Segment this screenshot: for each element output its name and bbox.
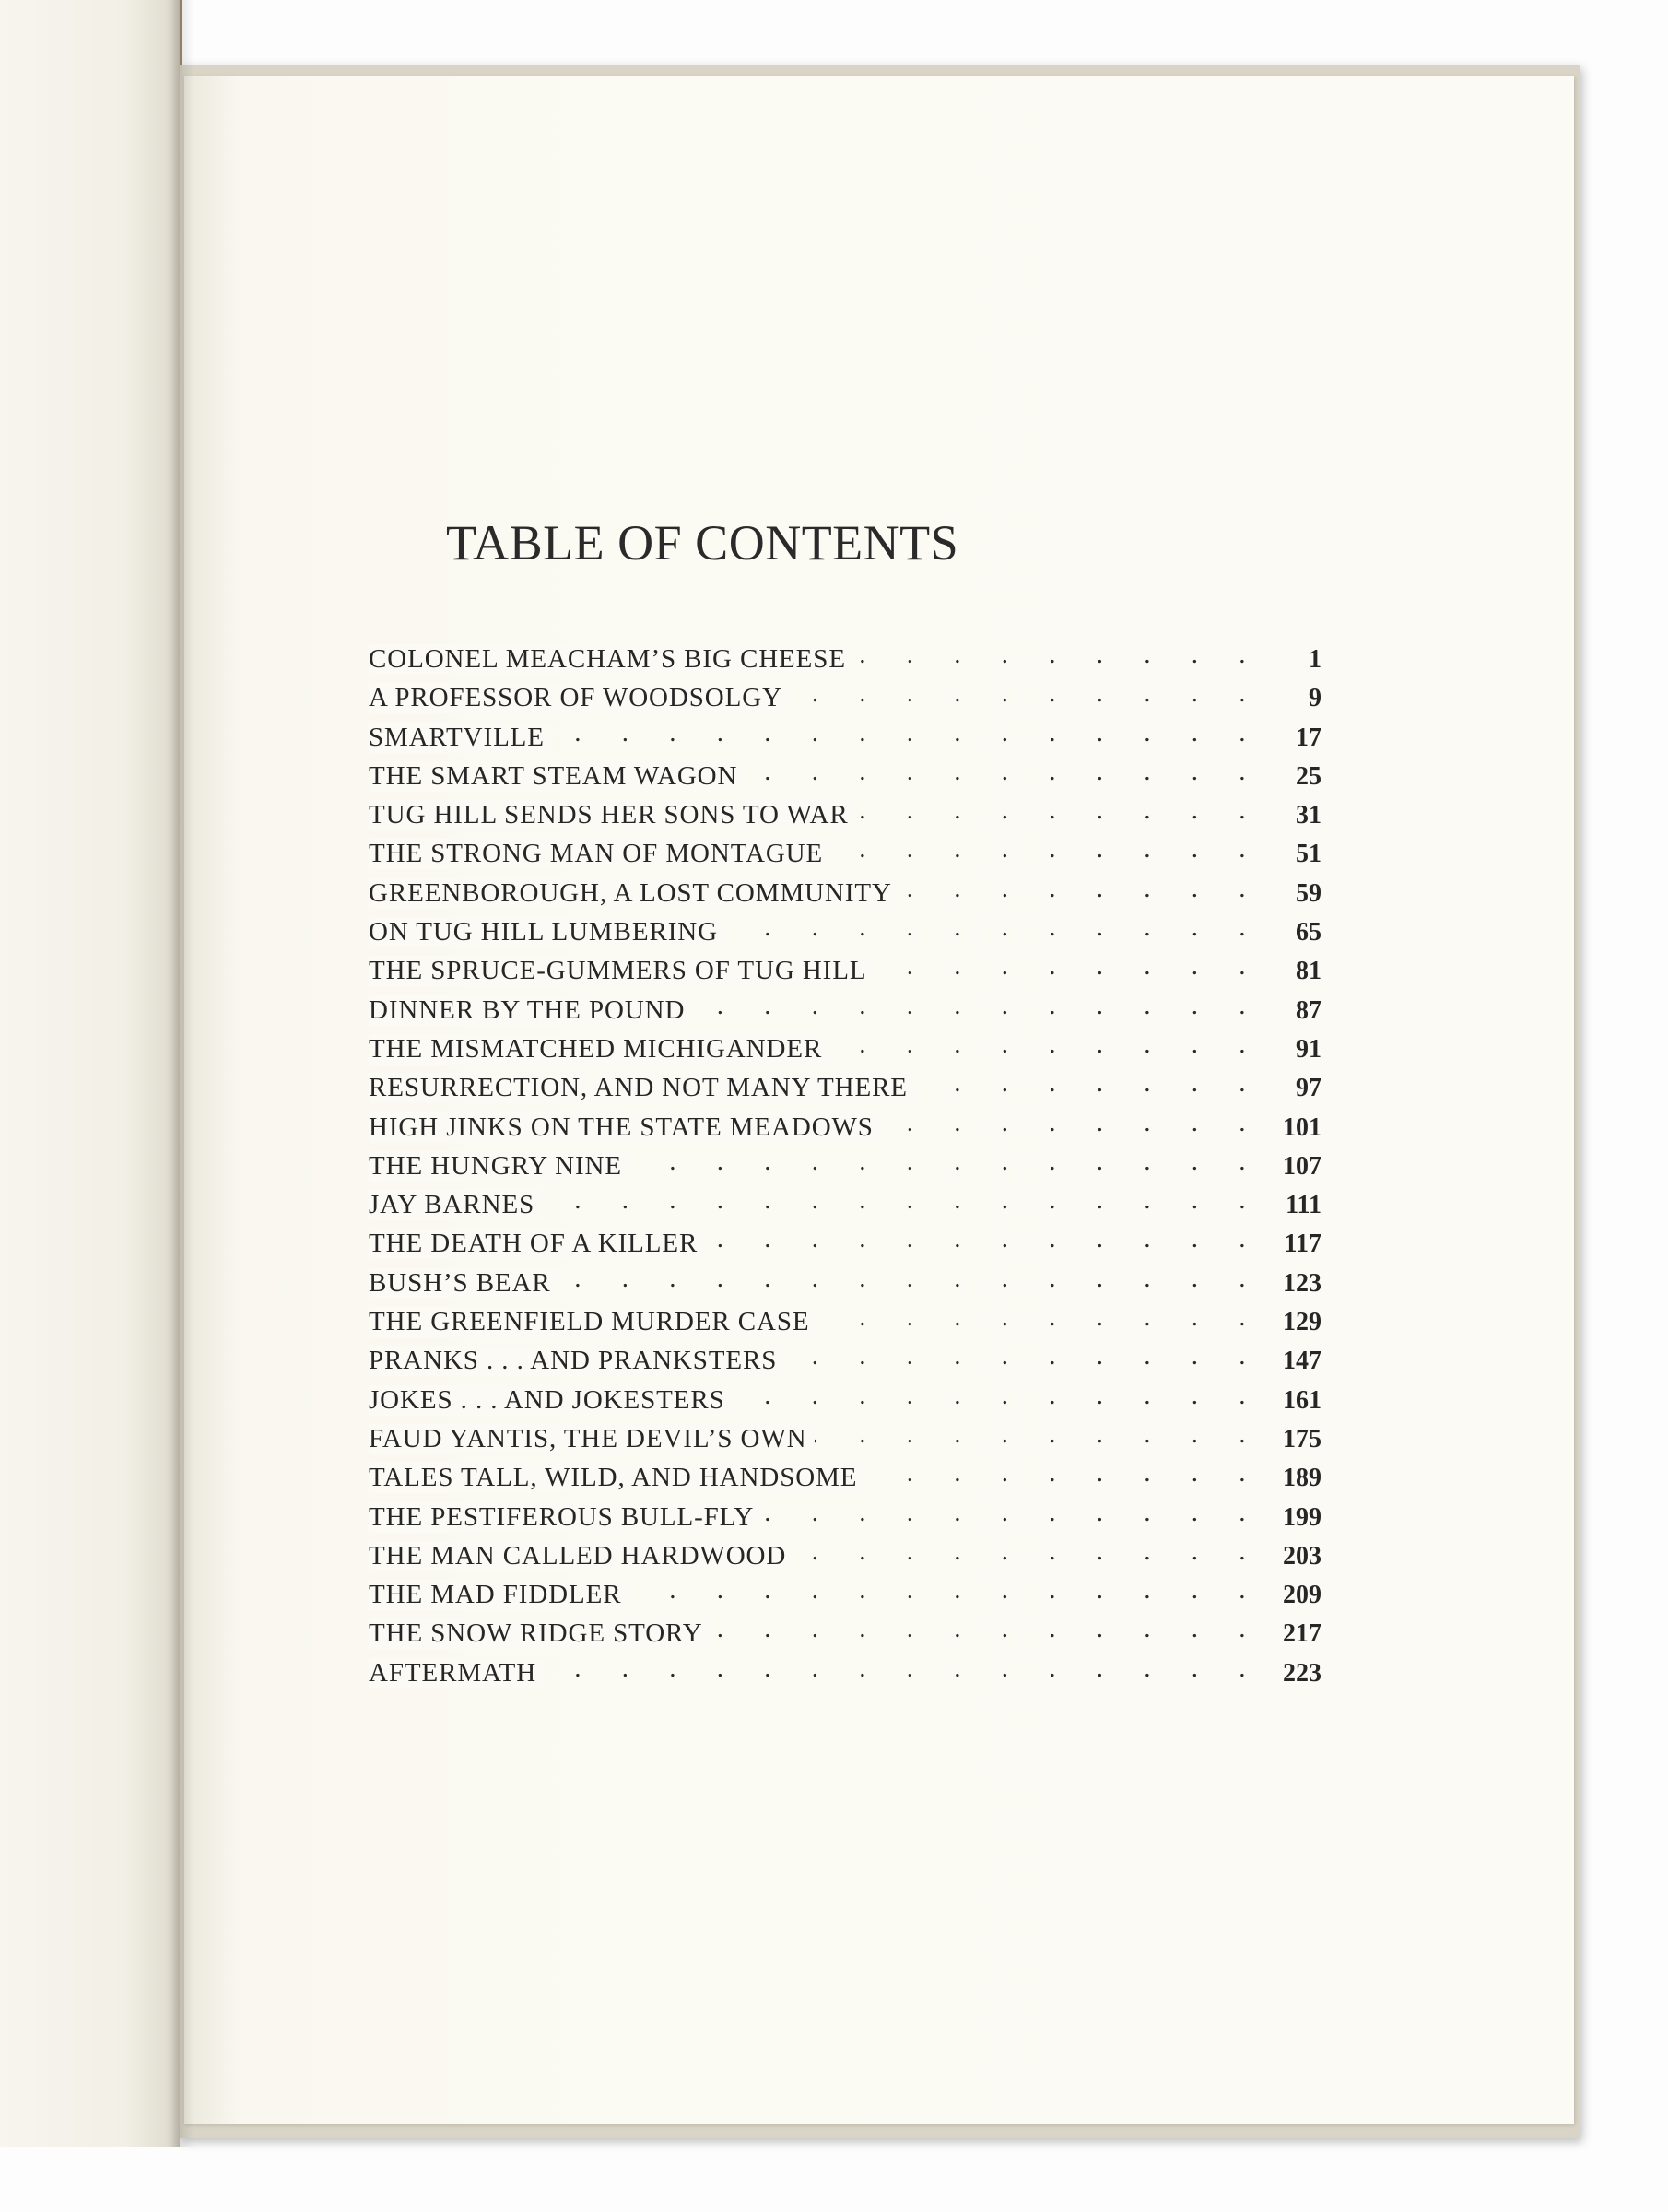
toc-entry-page-number: 223 xyxy=(1263,1659,1321,1688)
toc-entry-title: DINNER BY THE POUND xyxy=(369,995,692,1026)
toc-row xyxy=(369,757,1321,795)
toc-entry-page-number: 9 xyxy=(1263,684,1321,713)
toc-entry-title: FAUD YANTIS, THE DEVIL’S OWN xyxy=(369,1424,815,1454)
dot-leader xyxy=(817,1302,1263,1330)
toc-entry-title: HIGH JINKS ON THE STATE MEADOWS xyxy=(369,1112,881,1143)
toc-row xyxy=(369,1381,1321,1419)
toc-entry-page-number: 17 xyxy=(1263,724,1321,753)
toc-row xyxy=(369,1536,1321,1575)
toc-row xyxy=(369,1575,1321,1614)
dot-leader xyxy=(790,678,1263,706)
toc-entry-page-number: 59 xyxy=(1263,879,1321,909)
toc-entry-page-number: 1 xyxy=(1263,645,1321,675)
toc-row xyxy=(369,1341,1321,1380)
page-gutter xyxy=(166,0,194,2147)
toc-entry-page-number: 81 xyxy=(1263,957,1321,986)
toc-row xyxy=(369,912,1321,951)
toc-entry-page-number: 147 xyxy=(1263,1347,1321,1376)
toc-entry-page-number: 97 xyxy=(1263,1074,1321,1103)
toc-entry-title: THE SMART STEAM WAGON xyxy=(369,761,745,792)
toc-entry-page-number: 161 xyxy=(1263,1386,1321,1416)
toc-row xyxy=(369,951,1321,990)
toc-row xyxy=(369,1185,1321,1224)
left-page xyxy=(0,0,180,2147)
toc-entry-title: TUG HILL SENDS HER SONS TO WAR xyxy=(369,800,856,830)
dot-leader xyxy=(542,1185,1263,1213)
toc-entry-page-number: 101 xyxy=(1263,1113,1321,1143)
dot-leader xyxy=(881,1108,1263,1135)
toc-row xyxy=(369,1030,1321,1068)
toc-entry-page-number: 87 xyxy=(1263,996,1321,1026)
toc-entry-page-number: 217 xyxy=(1263,1619,1321,1649)
toc-entry-title: THE DEATH OF A KILLER xyxy=(369,1229,705,1259)
dot-leader xyxy=(761,1498,1263,1525)
toc-entry-page-number: 209 xyxy=(1263,1581,1321,1610)
toc-row xyxy=(369,795,1321,834)
toc-row xyxy=(369,1653,1321,1692)
toc-entry-title: THE STRONG MAN OF MONTAGUE xyxy=(369,839,830,869)
toc-entry-title: THE MISMATCHED MICHIGANDER xyxy=(369,1034,829,1065)
toc-entry-page-number: 199 xyxy=(1263,1503,1321,1533)
toc-entry-title: THE PESTIFEROUS BULL-FLY xyxy=(369,1502,761,1533)
dot-leader xyxy=(874,951,1263,979)
toc-entry-title: GREENBOROUGH, A LOST COMMUNITY xyxy=(369,878,899,909)
toc-row xyxy=(369,834,1321,873)
toc-title: TABLE OF CONTENTS xyxy=(446,515,959,571)
toc-entry-title: COLONEL MEACHAM’S BIG CHEESE xyxy=(369,644,853,675)
toc-row xyxy=(369,1614,1321,1653)
toc-entry-page-number: 107 xyxy=(1263,1152,1321,1182)
toc-entry-title: THE SNOW RIDGE STORY xyxy=(369,1618,711,1649)
dot-leader xyxy=(629,1147,1263,1174)
toc-entry-title: THE MAD FIDDLER xyxy=(369,1580,629,1610)
dot-leader xyxy=(856,795,1263,823)
toc-row xyxy=(369,1264,1321,1302)
toc-entry-title: ON TUG HILL LUMBERING xyxy=(369,917,725,947)
toc-entry-page-number: 203 xyxy=(1263,1542,1321,1571)
toc-row xyxy=(369,1108,1321,1147)
toc-row xyxy=(369,678,1321,717)
dot-leader xyxy=(692,991,1263,1018)
toc-entry-page-number: 65 xyxy=(1263,918,1321,947)
toc-entry-title: TALES TALL, WILD, AND HANDSOME xyxy=(369,1463,864,1493)
toc-entry-page-number: 123 xyxy=(1263,1269,1321,1299)
toc-entry-page-number: 51 xyxy=(1263,840,1321,869)
toc-entry-page-number: 129 xyxy=(1263,1308,1321,1337)
dot-leader xyxy=(745,757,1263,784)
dot-leader xyxy=(793,1536,1263,1564)
toc-entry-title: THE MAN CALLED HARDWOOD xyxy=(369,1541,793,1571)
toc-row xyxy=(369,1458,1321,1497)
toc-entry-title: SMARTVILLE xyxy=(369,723,552,753)
dot-leader xyxy=(864,1458,1263,1486)
toc-row xyxy=(369,874,1321,912)
toc-entry-title: RESURRECTION, AND NOT MANY THERE xyxy=(369,1073,915,1103)
toc-row xyxy=(369,640,1321,678)
toc-entry-title: THE SPRUCE-GUMMERS OF TUG HILL xyxy=(369,956,874,986)
dot-leader xyxy=(705,1224,1263,1252)
toc-entry-title: THE GREENFIELD MURDER CASE xyxy=(369,1307,817,1337)
toc-row xyxy=(369,1068,1321,1107)
dot-leader xyxy=(915,1068,1263,1096)
toc-row xyxy=(369,1302,1321,1341)
dot-leader xyxy=(853,640,1263,667)
toc-row xyxy=(369,1147,1321,1185)
toc-entry-page-number: 175 xyxy=(1263,1425,1321,1454)
toc-row xyxy=(369,1498,1321,1536)
toc-entry-title: AFTERMATH xyxy=(369,1658,544,1688)
toc-entry-page-number: 117 xyxy=(1263,1230,1321,1259)
toc-row xyxy=(369,991,1321,1030)
toc-row xyxy=(369,1224,1321,1263)
toc-entry-title: BUSH’S BEAR xyxy=(369,1268,558,1299)
dot-leader xyxy=(629,1575,1263,1603)
dot-leader xyxy=(830,834,1263,862)
dot-leader xyxy=(552,718,1263,746)
toc-entry-page-number: 189 xyxy=(1263,1464,1321,1493)
toc-entry-page-number: 31 xyxy=(1263,801,1321,830)
toc-entry-page-number: 111 xyxy=(1263,1191,1321,1220)
dot-leader xyxy=(784,1341,1263,1369)
toc-entry-title: PRANKS . . . AND PRANKSTERS xyxy=(369,1346,784,1376)
toc-entry-page-number: 25 xyxy=(1263,762,1321,792)
dot-leader xyxy=(829,1030,1263,1057)
toc-list xyxy=(369,640,1321,1692)
toc-entry-page-number: 91 xyxy=(1263,1035,1321,1065)
dot-leader xyxy=(815,1419,1263,1447)
toc-entry-title: A PROFESSOR OF WOODSOLGY xyxy=(369,683,790,713)
toc-row xyxy=(369,1419,1321,1458)
dot-leader xyxy=(733,1381,1263,1408)
dot-leader xyxy=(544,1653,1263,1681)
dot-leader xyxy=(711,1614,1263,1641)
dot-leader xyxy=(558,1264,1263,1291)
toc-entry-title: JAY BARNES xyxy=(369,1190,542,1220)
dot-leader xyxy=(725,912,1263,940)
toc-row xyxy=(369,718,1321,757)
toc-entry-title: THE HUNGRY NINE xyxy=(369,1151,629,1182)
dot-leader xyxy=(899,874,1263,901)
toc-entry-title: JOKES . . . AND JOKESTERS xyxy=(369,1385,733,1416)
